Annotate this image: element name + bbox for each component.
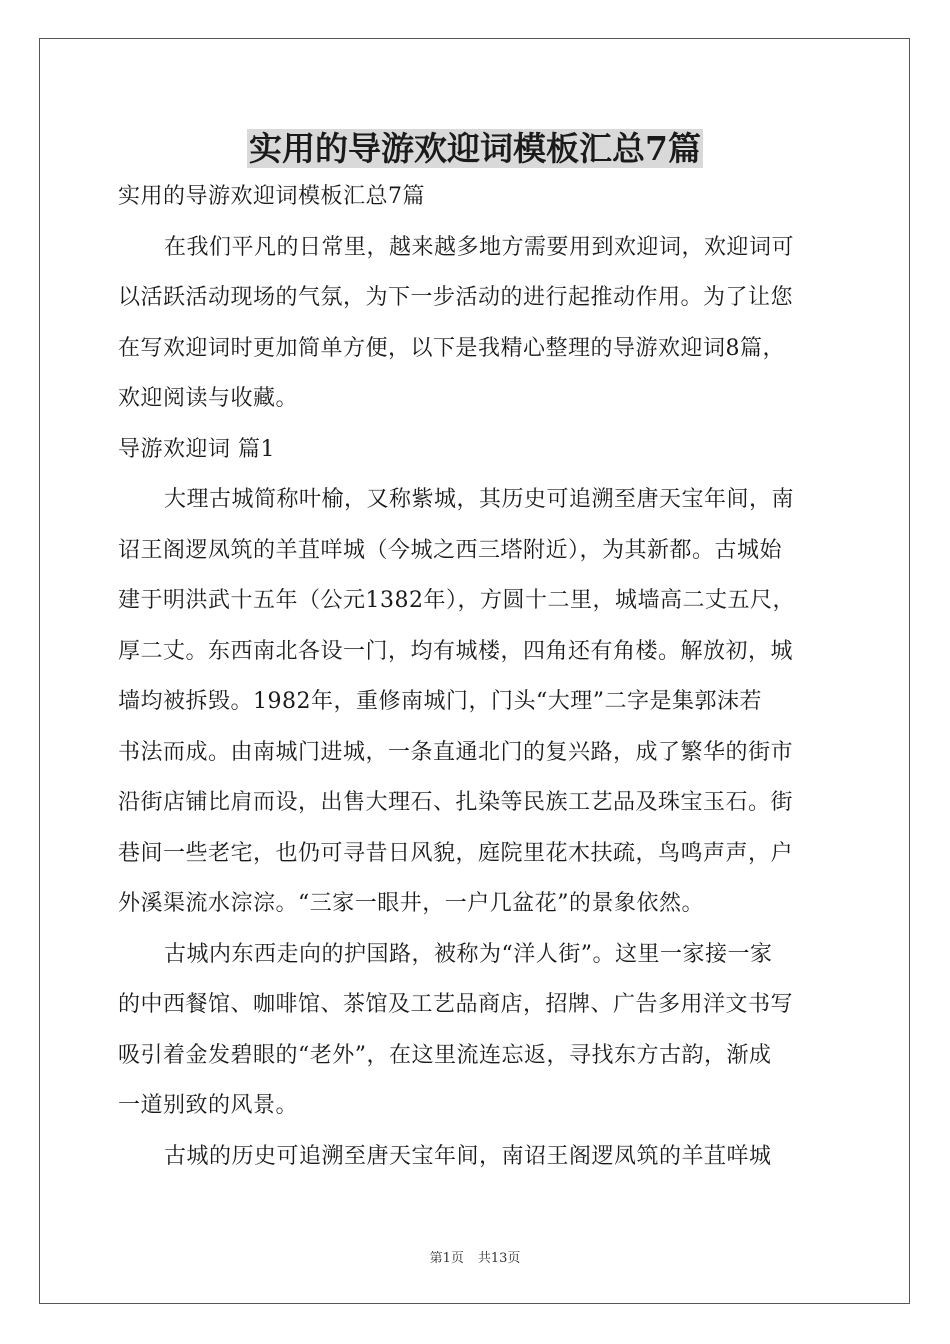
paragraph-line: 欢迎阅读与收藏。 — [118, 386, 299, 411]
paragraph-line: 的中西餐馆、咖啡馆、茶馆及工艺品商店，招牌、广告多用洋文书写 — [118, 992, 794, 1017]
paragraph-3 — [118, 1132, 838, 1183]
page-total: 共13页 — [477, 1251, 521, 1266]
document-title-text: 实用的导游欢迎词模板汇总7篇 — [249, 129, 701, 168]
document-body — [118, 172, 838, 1182]
paragraph-line: 在我们平凡的日常里，越来越多地方需要用到欢迎词，欢迎词可 — [164, 234, 795, 260]
paragraph-line: 沿街店铺比肩而设，出售大理石、扎染等民族工艺品及珠宝玉石。街 — [118, 790, 794, 815]
document-title — [0, 126, 950, 172]
paragraph-line: 古城的历史可追溯至唐天宝年间，南诏王阁逻凤筑的羊苴咩城 — [164, 1143, 772, 1169]
paragraph-line: 古城内东西走向的护国路，被称为“洋人街”。这里一家接一家 — [164, 941, 773, 967]
paragraph-line: 一道别致的风景。 — [118, 1093, 299, 1118]
paragraph-1 — [118, 475, 838, 930]
paragraph-line: 在写欢迎词时更加简单方便，以下是我精心整理的导游欢迎词8篇， — [118, 335, 785, 361]
paragraph-line: 以活跃活动现场的气氛，为下一步活动的进行起推动作用。为了让您 — [118, 285, 794, 310]
paragraph-line: 吸引着金发碧眼的“老外”，在这里流连忘返，寻找东方古韵，渐成 — [118, 1042, 772, 1068]
page-number: 第1页 — [429, 1251, 464, 1266]
intro-paragraph — [118, 223, 838, 425]
page-footer — [0, 1250, 950, 1268]
paragraph-line: 墙均被拆毁。1982年，重修南城门，门头“大理”二字是集郭沫若 — [118, 689, 762, 714]
paragraph-line: 外溪渠流水淙淙。“三家一眼井，一户几盆花”的景象依然。 — [118, 891, 704, 916]
section-heading: 导游欢迎词 篇1 — [118, 436, 275, 462]
paragraph-line: 厚二丈。东西南北各设一门，均有城楼，四角还有角楼。解放初，城 — [118, 638, 794, 664]
paragraph-line: 大理古城简称叶榆，又称紫城，其历史可追溯至唐天宝年间，南 — [164, 487, 795, 512]
paragraph-line: 建于明洪武十五年（公元1382年），方圆十二里，城墙高二丈五尺， — [118, 588, 795, 613]
document-subtitle: 实用的导游欢迎词模板汇总7篇 — [118, 184, 425, 209]
paragraph-line: 书法而成。由南城门进城，一条直通北门的复兴路，成了繁华的街市 — [118, 739, 794, 765]
paragraph-line: 诏王阁逻凤筑的羊苴咩城（今城之西三塔附近），为其新都。古城始 — [118, 537, 783, 563]
paragraph-2 — [118, 930, 838, 1132]
paragraph-line: 巷间一些老宅，也仍可寻昔日风貌，庭院里花木扶疏，鸟鸣声声，户 — [118, 840, 794, 866]
